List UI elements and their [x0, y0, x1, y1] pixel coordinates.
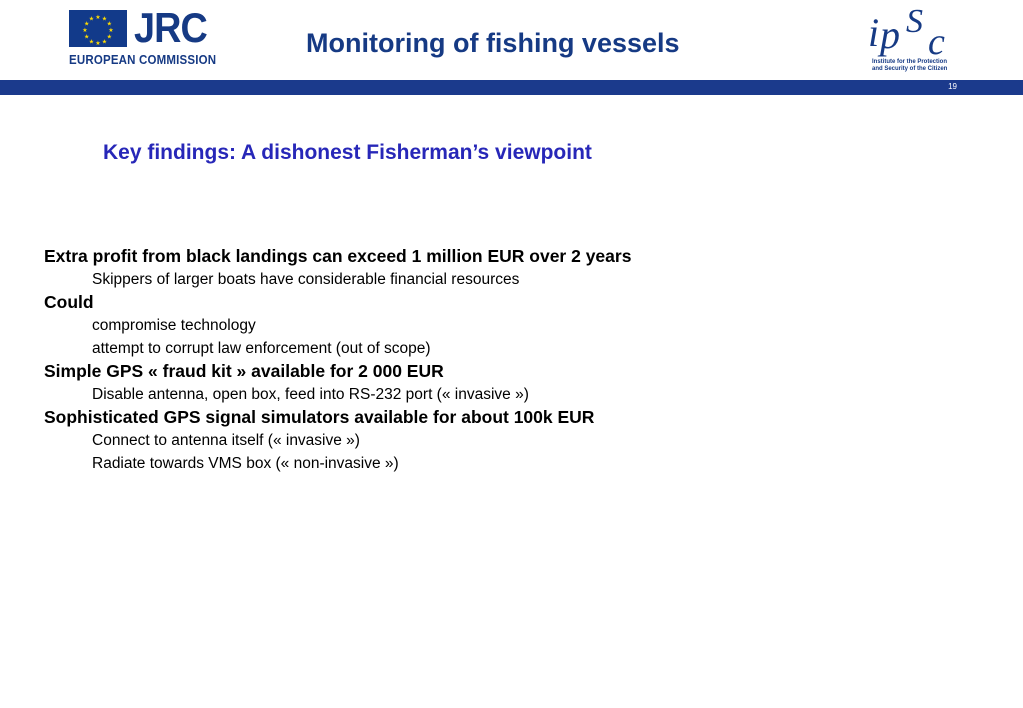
svg-text:★: ★: [108, 27, 114, 34]
bullet-main: Simple GPS « fraud kit » available for 2 000 EUR: [44, 361, 444, 381]
jrc-logo-text: JRC: [134, 4, 207, 51]
bullet-main: Could: [44, 292, 94, 312]
slide-subtitle: Key findings: A dishonest Fisherman’s viewpoint: [103, 141, 592, 164]
page-title: Monitoring of fishing vessels: [306, 28, 680, 58]
svg-text:★: ★: [82, 27, 88, 34]
ipsc-caption-line: and Security of the Citizen: [872, 66, 948, 72]
svg-text:p: p: [880, 12, 900, 57]
bullet-main: Extra profit from black landings can exceed 1 million EUR over 2 years: [44, 246, 632, 266]
svg-text:c: c: [928, 21, 945, 62]
svg-text:★: ★: [84, 20, 90, 28]
svg-text:★: ★: [101, 38, 108, 46]
svg-text:★: ★: [95, 14, 101, 21]
slide-header: [0, 0, 1023, 96]
bullet-sub: Radiate towards VMS box (« non-invasive »): [92, 455, 399, 472]
bullet-sub: compromise technology: [92, 317, 256, 334]
svg-text:★: ★: [88, 38, 95, 46]
bullet-main: Sophisticated GPS signal simulators available for about 100k EUR: [44, 407, 595, 427]
page-number: 19: [948, 82, 957, 91]
svg-text:★: ★: [84, 33, 90, 41]
header-bar: [0, 80, 1023, 95]
bullet-sub: attempt to corrupt law enforcement (out of scope): [92, 340, 431, 357]
svg-text:★: ★: [101, 15, 108, 23]
bullet-sub: Skippers of larger boats have considerable financial resources: [92, 271, 520, 288]
bullet-sub: Disable antenna, open box, feed into RS-232 port (« invasive »): [92, 386, 529, 403]
svg-text:★: ★: [88, 15, 95, 23]
ipsc-caption-line: Institute for the Protection: [872, 59, 947, 65]
eu-flag-icon: [69, 10, 127, 47]
svg-text:S: S: [906, 3, 923, 40]
ipsc-caption: [872, 59, 947, 73]
svg-text:★: ★: [106, 20, 112, 28]
svg-text:★: ★: [106, 33, 112, 41]
bullet-sub: Connect to antenna itself (« invasive »): [92, 432, 360, 449]
bullet-list: [44, 245, 984, 475]
svg-text:i: i: [868, 10, 880, 55]
svg-text:★: ★: [95, 40, 101, 47]
european-commission-label: EUROPEAN COMMISSION: [69, 53, 217, 67]
